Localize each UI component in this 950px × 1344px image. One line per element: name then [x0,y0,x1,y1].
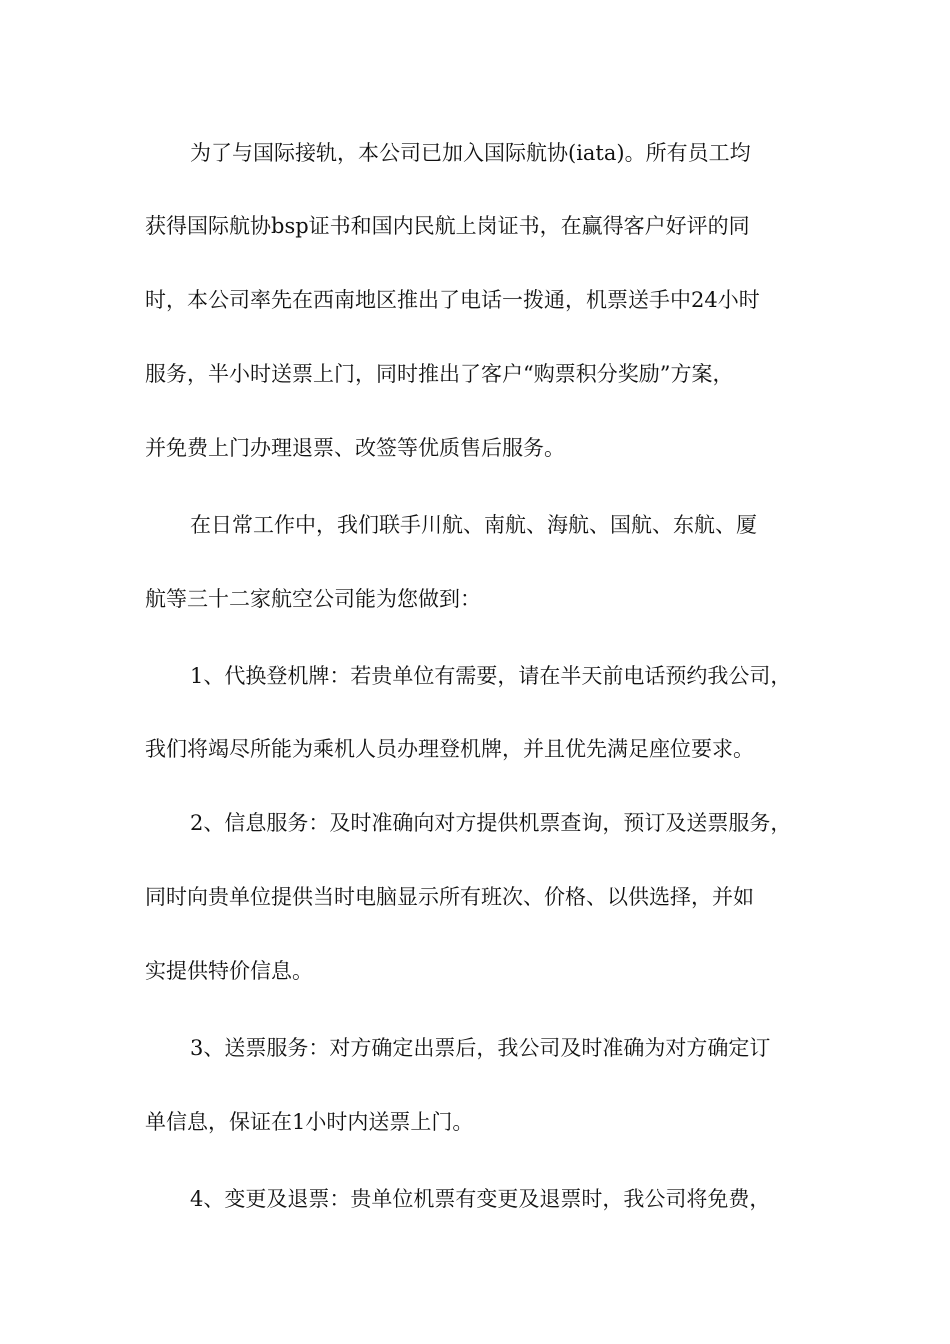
paragraph-line: 航等三十二家航空公司能为您做到： [145,587,481,611]
paragraph-line: 为了与国际接轨，本公司已加入国际航协(iata)。所有员工均 [190,141,751,165]
paragraph-line: 单信息，保证在1小时内送票上门。 [145,1110,474,1134]
paragraph-line: 在日常工作中，我们联手川航、南航、海航、国航、东航、厦 [190,513,757,537]
paragraph-line: 1、代换登机牌：若贵单位有需要，请在半天前电话预约我公司， [190,664,792,688]
paragraph-line: 时，本公司率先在西南地区推出了电话一拨通，机票送手中24小时 [145,288,760,312]
paragraph-line: 并免费上门办理退票、改签等优质售后服务。 [145,436,565,460]
paragraph-line: 服务，半小时送票上门，同时推出了客户“购票积分奖励”方案， [145,362,734,386]
paragraph-line: 我们将竭尽所能为乘机人员办理登机牌，并且优先满足座位要求。 [145,737,754,761]
paragraph-line: 2、信息服务：及时准确向对方提供机票查询，预订及送票服务， [190,811,792,835]
paragraph-line: 获得国际航协bsp证书和国内民航上岗证书，在赢得客户好评的同 [145,214,750,238]
paragraph-line: 3、送票服务：对方确定出票后，我公司及时准确为对方确定订 [190,1036,771,1060]
paragraph-line: 4、变更及退票：贵单位机票有变更及退票时，我公司将免费， [190,1187,771,1211]
paragraph-line: 同时向贵单位提供当时电脑显示所有班次、价格、以供选择，并如 [145,885,754,909]
paragraph-line: 实提供特价信息。 [145,959,313,983]
